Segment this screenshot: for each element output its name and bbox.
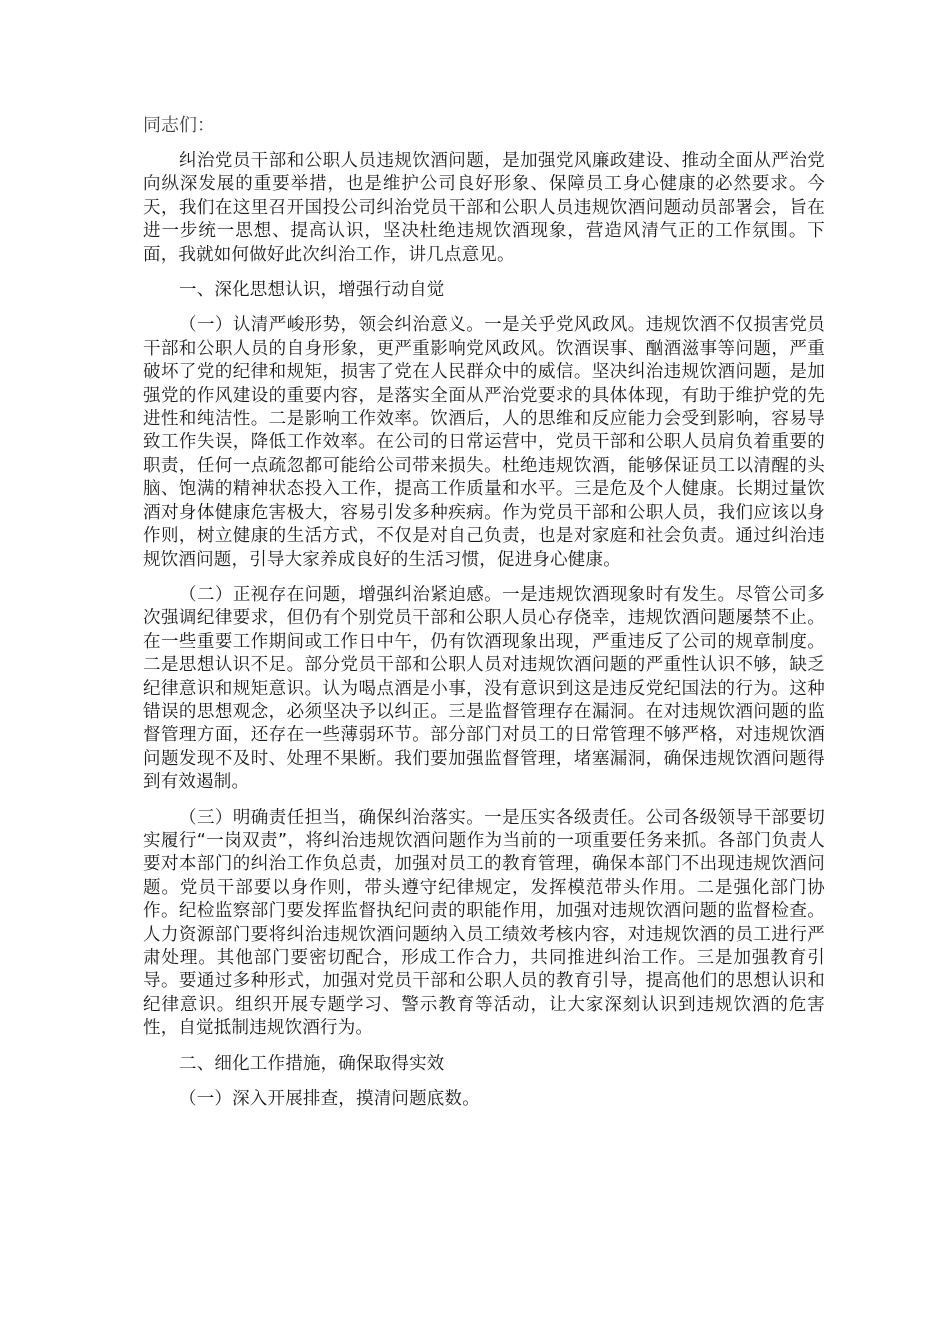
intro-paragraph: 纠治党员干部和公职人员违规饮酒问题，是加强党风廉政建设、推动全面从严治党向纵深发展的重要举措，也是维护公司良好形象、保障员工身心健康的必然要求。今天，我们在这里召开国投公司纠治党员干部和公职人员违规饮酒问题动员部署会，旨在进一步统一思想、提高认识，坚决杜绝违规饮酒现象，营造风清气正的工作氛围。下面，我就如何做好此次纠治工作，讲几点意见。: [143, 151, 825, 265]
section-2-paragraph-1: （一）深入开展排查，摸清问题底数。: [179, 1089, 480, 1110]
section-1-paragraph-2: （二）正视存在问题，增强纠治紧迫感。一是违规饮酒现象时有发生。尽管公司多次强调纪律要求，但仍有个别党员干部和公职人员心存侥幸，违规饮酒问题屡禁不止。在一些重要工作期间或工作日中午，仍有饮酒现象出现，严重违反了公司的规章制度。二是思想认识不足。部分党员干部和公职人员对违规饮酒问题的严重性认识不够，缺乏纪律意识和规矩意识。认为喝点酒是小事，没有意识到这是违反党纪国法的行为。这种错误的思想观念，必须坚决予以纠正。三是监督管理存在漏洞。在对违规饮酒问题的监督管理方面，还存在一些薄弱环节。部分部门对员工的日常管理不够严格，对违规饮酒问题发现不及时、处理不果断。我们要加强监督管理，堵塞漏洞，确保违规饮酒问题得到有效遏制。: [143, 584, 825, 793]
section-1-heading: 一、深化思想认识，增强行动自觉: [179, 280, 445, 301]
section-1-paragraph-3: （三）明确责任担当，确保纠治落实。一是压实各级责任。公司各级领导干部要切实履行“一岗双责”，将纠治违规饮酒问题作为当前的一项重要任务来抓。各部门负责人要对本部门的纠治工作负总责，加强对员工的教育管理，确保本部门不出现违规饮酒问题。党员干部要以身作则，带头遵守纪律规定，发挥模范带头作用。二是强化部门协作。纪检监察部门要发挥监督执纪问责的职能作用，加强对违规饮酒问题的监督检查。人力资源部门要将纠治违规饮酒问题纳入员工绩效考核内容，对违规饮酒的员工进行严肃处理。其他部门要密切配合，形成工作合力，共同推进纠治工作。三是加强教育引导。要通过多种形式，加强对党员干部和公职人员的教育引导，提高他们的思想认识和纪律意识。组织开展专题学习、警示教育等活动，让大家深刻认识到违规饮酒的危害性，自觉抵制违规饮酒行为。: [143, 807, 825, 1039]
section-2-heading: 二、细化工作措施，确保取得实效: [179, 1053, 445, 1074]
section-1-paragraph-1: （一）认清严峻形势，领会纠治意义。一是关乎党风政风。违规饮酒不仅损害党员干部和公职人员的自身形象，更严重影响党风政风。饮酒误事、酗酒滋事等问题，严重破坏了党的纪律和规矩，损害了党在人民群众中的威信。坚决纠治违规饮酒问题，是加强党的作风建设的重要内容，是落实全面从严治党要求的具体体现，有助于维护党的先进性和纯洁性。二是影响工作效率。饮酒后，人的思维和反应能力会受到影响，容易导致工作失误，降低工作效率。在公司的日常运营中，党员干部和公职人员肩负着重要的职责，任何一点疏忽都可能给公司带来损失。杜绝违规饮酒，能够保证员工以清醒的头脑、饱满的精神状态投入工作，提高工作质量和水平。三是危及个人健康。长期过量饮酒对身体健康危害极大，容易引发多种疾病。作为党员干部和公职人员，我们应该以身作则，树立健康的生活方式，不仅是对自己负责，也是对家庭和社会负责。通过纠治违规饮酒问题，引导大家养成良好的生活习惯，促进身心健康。: [143, 315, 825, 570]
document-body: [143, 114, 825, 1123]
salutation: 同志们：: [143, 115, 215, 136]
